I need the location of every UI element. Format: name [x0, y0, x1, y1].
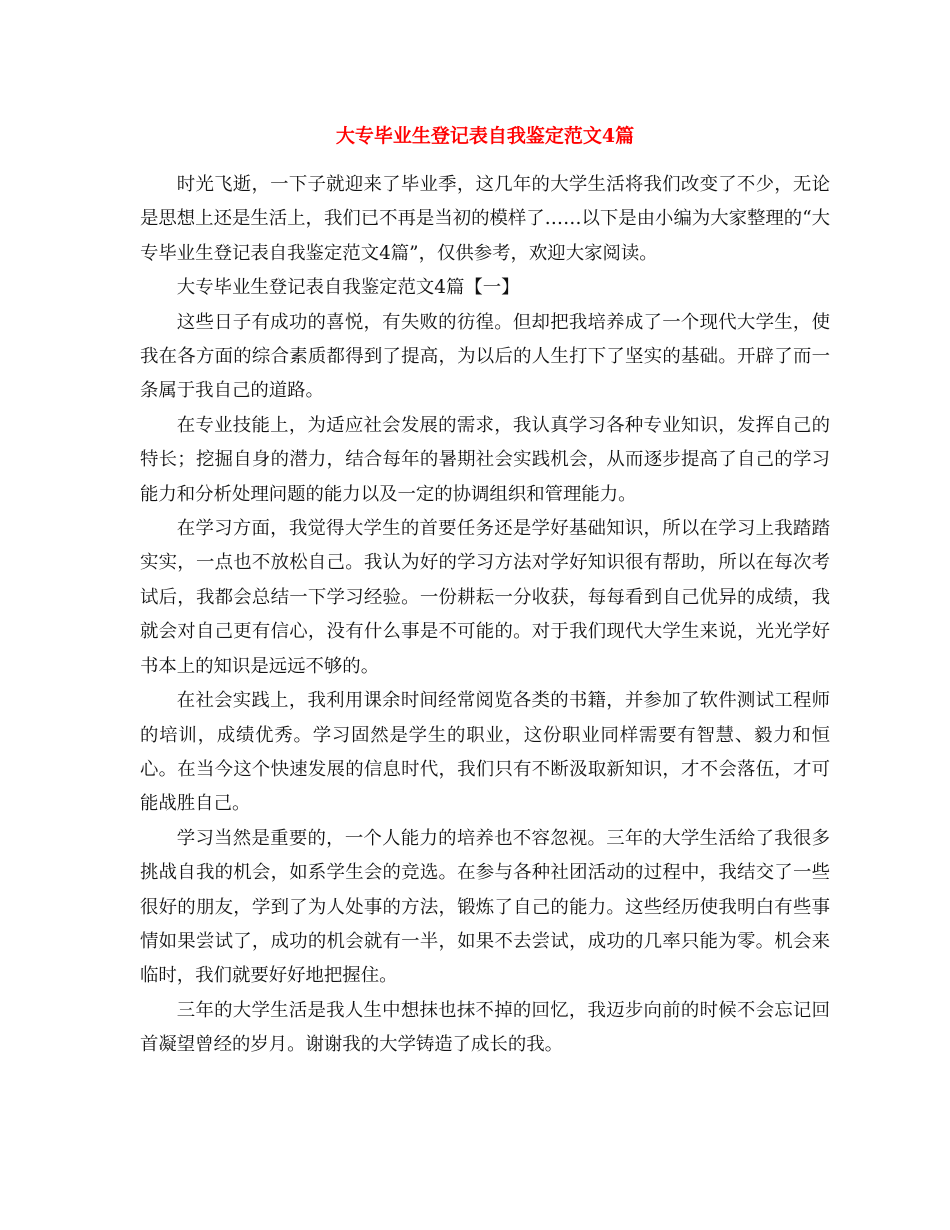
body-paragraph: 学习当然是重要的，一个人能力的培养也不容忽视。三年的大学生活给了我很多挑战自我的机会，如系学生会的竞选。在参与各种社团活动的过程中，我结交了一些很好的朋友，学到了为人处事的方法，锻炼了自己的能力。这些经历使我明白有些事情如果尝试了，成功的机会就有一半，如果不去尝试，成功的几率只能为零。机会来临时，我们就要好好地把握住。 — [140, 827, 830, 987]
body-paragraph: 这些日子有成功的喜悦，有失败的彷徨。但却把我培养成了一个现代大学生，使我在各方面的综合素质都得到了提高，为以后的人生打下了坚实的基础。开辟了而一条属于我自己的道路。 — [140, 311, 830, 402]
document-title: 大专毕业生登记表自我鉴定范文4篇 — [335, 125, 635, 147]
body-paragraph: 三年的大学生活是我人生中想抹也抹不掉的回忆，我迈步向前的时候不会忘记回首凝望曾经的岁月。谢谢我的大学铸造了成长的我。 — [140, 999, 830, 1056]
body-paragraph: 在专业技能上，为适应社会发展的需求，我认真学习各种专业知识，发挥自己的特长；挖掘自身的潜力，结合每年的暑期社会实践机会，从而逐步提高了自己的学习能力和分析处理问题的能力以及一定的协调组织和管理能力。 — [140, 414, 830, 505]
document-page — [140, 118, 830, 1063]
body-paragraph: 在学习方面，我觉得大学生的首要任务还是学好基础知识，所以在学习上我踏踏实实，一点也不放松自己。我认为好的学习方法对学好知识很有帮助，所以在每次考试后，我都会总结一下学习经验。一份耕耘一分收获，每每看到自己优异的成绩，我就会对自己更有信心，没有什么事是不可能的。对于我们现代大学生来说，光光学好书本上的知识是远远不够的。 — [140, 518, 830, 677]
intro-paragraph: 时光飞逝，一下子就迎来了毕业季，这几年的大学生活将我们改变了不少，无论是思想上还是生活上，我们已不再是当初的模样了……以下是由小编为大家整理的“大专毕业生登记表自我鉴定范文4篇”，仅供参考，欢迎大家阅读。 — [140, 174, 830, 264]
section-heading: 大专毕业生登记表自我鉴定范文4篇【一】 — [176, 277, 520, 299]
body-paragraph: 在社会实践上，我利用课余时间经常阅览各类的书籍，并参加了软件测试工程师的培训，成绩优秀。学习固然是学生的职业，这份职业同样需要有智慧、毅力和恒心。在当今这个快速发展的信息时代，我们只有不断汲取新知识，才不会落伍，才可能战胜自己。 — [140, 690, 830, 815]
